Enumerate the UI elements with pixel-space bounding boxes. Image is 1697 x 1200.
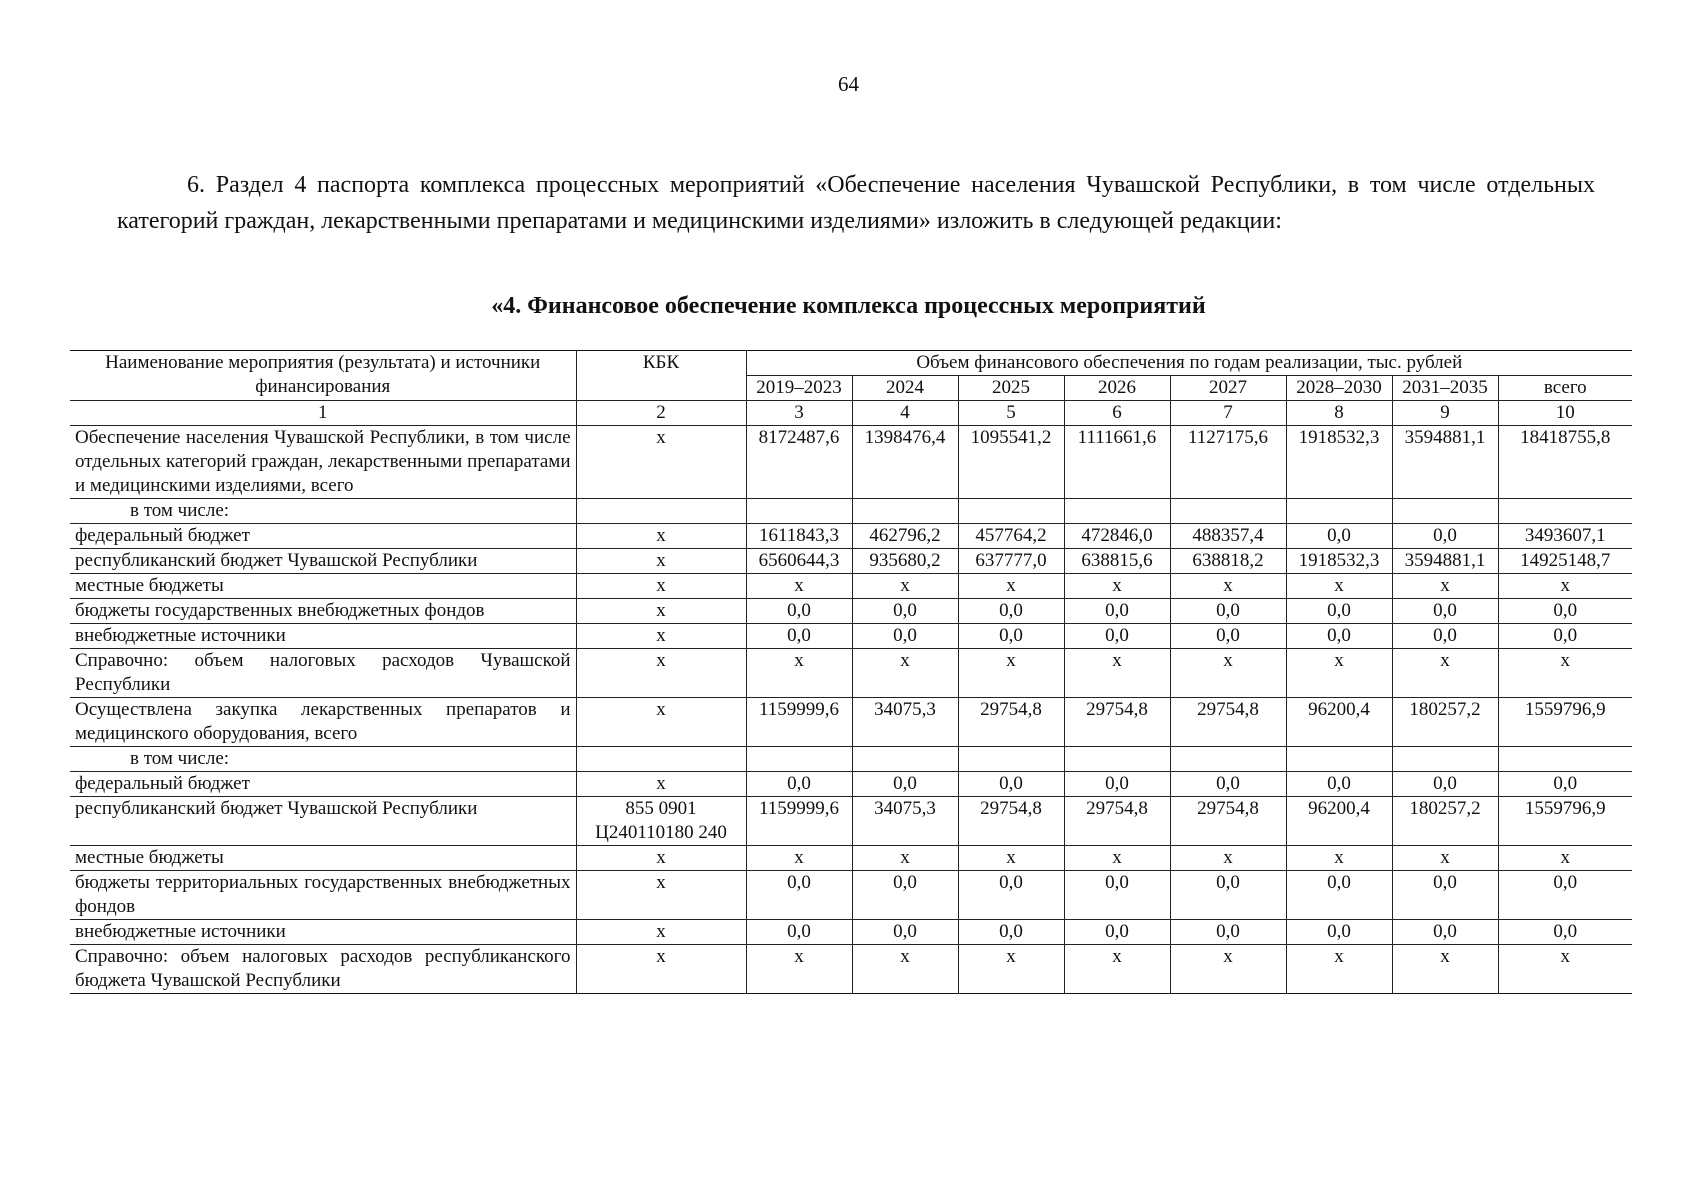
row-value: x <box>958 846 1064 871</box>
row-value <box>958 499 1064 524</box>
row-value <box>1170 747 1286 772</box>
row-value: x <box>746 649 852 698</box>
row-kbk: x <box>576 549 746 574</box>
row-value: x <box>1170 574 1286 599</box>
row-kbk: x <box>576 426 746 499</box>
row-value: 0,0 <box>1064 871 1170 920</box>
row-value <box>1392 499 1498 524</box>
row-value: 34075,3 <box>852 698 958 747</box>
row-value <box>852 747 958 772</box>
intro-paragraph: 6. Раздел 4 паспорта комплекса процессных мероприятий «Обеспечение населения Чувашской Республики, в том числе отдельных категорий граждан, лекарственными препаратами и медицинскими изделиями» изложить в следующей редакции: <box>117 172 1595 234</box>
column-index: 10 <box>1498 401 1632 426</box>
row-value <box>1170 499 1286 524</box>
row-value: 0,0 <box>1498 599 1632 624</box>
row-value: x <box>1392 574 1498 599</box>
row-value: 0,0 <box>1498 871 1632 920</box>
row-value <box>746 499 852 524</box>
row-value: 29754,8 <box>1064 698 1170 747</box>
row-value: 638815,6 <box>1064 549 1170 574</box>
row-value <box>746 747 852 772</box>
table-row <box>70 624 1632 649</box>
row-value: 96200,4 <box>1286 698 1392 747</box>
row-value: 0,0 <box>746 920 852 945</box>
header-year: 2031–2035 <box>1392 376 1498 401</box>
row-value: x <box>1064 649 1170 698</box>
header-kbk: КБК <box>576 351 746 401</box>
row-value: 1918532,3 <box>1286 549 1392 574</box>
row-value: 0,0 <box>1392 524 1498 549</box>
row-value: 0,0 <box>852 599 958 624</box>
row-value: 6560644,3 <box>746 549 852 574</box>
table-row <box>70 499 1632 524</box>
row-value: x <box>1064 846 1170 871</box>
row-value: x <box>1170 649 1286 698</box>
row-name: Справочно: объем налоговых расходов республиканского бюджета Чувашской Республики <box>70 945 576 994</box>
column-index: 1 <box>70 401 576 426</box>
row-value: x <box>1392 846 1498 871</box>
row-value <box>1498 747 1632 772</box>
row-value: x <box>852 649 958 698</box>
row-value: x <box>1498 846 1632 871</box>
row-value: 637777,0 <box>958 549 1064 574</box>
row-value <box>1286 499 1392 524</box>
row-kbk <box>576 747 746 772</box>
row-name: в том числе: <box>70 499 576 524</box>
row-kbk: x <box>576 945 746 994</box>
row-value: 1111661,6 <box>1064 426 1170 499</box>
row-kbk: x <box>576 698 746 747</box>
table-row <box>70 649 1632 698</box>
row-name: Справочно: объем налоговых расходов Чувашской Республики <box>70 649 576 698</box>
row-value: x <box>1498 649 1632 698</box>
row-value: 0,0 <box>958 772 1064 797</box>
header-year: 2027 <box>1170 376 1286 401</box>
row-value: 0,0 <box>1392 772 1498 797</box>
row-value: 638818,2 <box>1170 549 1286 574</box>
column-index: 6 <box>1064 401 1170 426</box>
row-value: 0,0 <box>1286 871 1392 920</box>
row-value: 0,0 <box>1392 920 1498 945</box>
row-value: 1095541,2 <box>958 426 1064 499</box>
row-value: x <box>1064 945 1170 994</box>
row-value: 0,0 <box>1498 624 1632 649</box>
table-row <box>70 574 1632 599</box>
row-value: 0,0 <box>1170 920 1286 945</box>
row-name: федеральный бюджет <box>70 772 576 797</box>
row-value: x <box>852 846 958 871</box>
row-value: 0,0 <box>746 624 852 649</box>
row-value: 0,0 <box>852 624 958 649</box>
row-value: 472846,0 <box>1064 524 1170 549</box>
header-index-row <box>70 401 1632 426</box>
row-kbk: 855 0901 Ц240110180 240 <box>576 797 746 846</box>
row-value <box>1064 499 1170 524</box>
row-value: 0,0 <box>852 871 958 920</box>
row-value: 0,0 <box>958 624 1064 649</box>
row-kbk: x <box>576 599 746 624</box>
header-year: 2024 <box>852 376 958 401</box>
row-value: 0,0 <box>1170 599 1286 624</box>
row-value: 180257,2 <box>1392 797 1498 846</box>
row-value: 0,0 <box>1392 599 1498 624</box>
row-value: 0,0 <box>1498 772 1632 797</box>
table-row <box>70 549 1632 574</box>
row-name: местные бюджеты <box>70 846 576 871</box>
row-kbk <box>576 499 746 524</box>
row-value: x <box>746 945 852 994</box>
row-value: 0,0 <box>1170 624 1286 649</box>
row-value: 0,0 <box>852 772 958 797</box>
row-value: x <box>1286 574 1392 599</box>
row-value: x <box>1170 945 1286 994</box>
row-value: 1918532,3 <box>1286 426 1392 499</box>
row-name: Осуществлена закупка лекарственных препаратов и медицинского оборудования, всего <box>70 698 576 747</box>
row-value: 0,0 <box>746 772 852 797</box>
row-value: 29754,8 <box>958 797 1064 846</box>
row-value: 0,0 <box>958 871 1064 920</box>
row-name: бюджеты государственных внебюджетных фондов <box>70 599 576 624</box>
column-index: 8 <box>1286 401 1392 426</box>
row-name: республиканский бюджет Чувашской Республики <box>70 549 576 574</box>
row-value: 1559796,9 <box>1498 797 1632 846</box>
header-year: 2025 <box>958 376 1064 401</box>
financing-table <box>70 350 1632 994</box>
row-value: 8172487,6 <box>746 426 852 499</box>
header-year: 2028–2030 <box>1286 376 1392 401</box>
table-row <box>70 920 1632 945</box>
table-row <box>70 945 1632 994</box>
column-index: 9 <box>1392 401 1498 426</box>
row-value: x <box>1286 945 1392 994</box>
row-value: 0,0 <box>1286 524 1392 549</box>
row-value: x <box>958 574 1064 599</box>
row-value: 3493607,1 <box>1498 524 1632 549</box>
row-value: 1159999,6 <box>746 797 852 846</box>
row-value: x <box>746 846 852 871</box>
row-value: 1559796,9 <box>1498 698 1632 747</box>
row-value: 0,0 <box>746 871 852 920</box>
row-value <box>1064 747 1170 772</box>
header-year: 2019–2023 <box>746 376 852 401</box>
header-name: Наименование мероприятия (результата) и источники финансирования <box>70 351 576 401</box>
row-kbk: x <box>576 524 746 549</box>
row-kbk: x <box>576 574 746 599</box>
table-row <box>70 426 1632 499</box>
row-value: 0,0 <box>852 920 958 945</box>
row-value: 0,0 <box>746 599 852 624</box>
row-name: внебюджетные источники <box>70 624 576 649</box>
row-value: 462796,2 <box>852 524 958 549</box>
table-row <box>70 772 1632 797</box>
row-value: 1611843,3 <box>746 524 852 549</box>
row-value: 0,0 <box>1392 871 1498 920</box>
row-value: 14925148,7 <box>1498 549 1632 574</box>
column-index: 7 <box>1170 401 1286 426</box>
row-value: x <box>1498 574 1632 599</box>
column-index: 4 <box>852 401 958 426</box>
row-value: 457764,2 <box>958 524 1064 549</box>
row-name: в том числе: <box>70 747 576 772</box>
row-value: x <box>1498 945 1632 994</box>
row-value <box>1498 499 1632 524</box>
row-kbk: x <box>576 649 746 698</box>
row-value: x <box>852 574 958 599</box>
row-value: 29754,8 <box>1170 698 1286 747</box>
row-value: 0,0 <box>1286 920 1392 945</box>
row-value: x <box>1170 846 1286 871</box>
row-value: 0,0 <box>1170 772 1286 797</box>
row-name: Обеспечение населения Чувашской Республики, в том числе отдельных категорий граждан, лекарственными препаратами и медицинскими изделиями, всего <box>70 426 576 499</box>
row-value: 0,0 <box>958 920 1064 945</box>
table-row <box>70 871 1632 920</box>
row-kbk: x <box>576 846 746 871</box>
row-value: 1398476,4 <box>852 426 958 499</box>
row-value: x <box>958 649 1064 698</box>
row-value: x <box>1392 945 1498 994</box>
row-value: 0,0 <box>1064 624 1170 649</box>
row-value: 0,0 <box>1064 599 1170 624</box>
row-value: 1127175,6 <box>1170 426 1286 499</box>
row-value: 29754,8 <box>1064 797 1170 846</box>
row-value: 29754,8 <box>958 698 1064 747</box>
row-value: 1159999,6 <box>746 698 852 747</box>
row-kbk: x <box>576 624 746 649</box>
row-value: x <box>1286 649 1392 698</box>
row-value: 0,0 <box>1064 772 1170 797</box>
column-index: 3 <box>746 401 852 426</box>
row-value: 0,0 <box>1498 920 1632 945</box>
row-value: 0,0 <box>1286 624 1392 649</box>
row-value: 180257,2 <box>1392 698 1498 747</box>
table-row <box>70 797 1632 846</box>
table-row <box>70 524 1632 549</box>
row-value: 0,0 <box>1170 871 1286 920</box>
row-value: x <box>746 574 852 599</box>
header-year: всего <box>1498 376 1632 401</box>
page-number: 64 <box>838 72 859 96</box>
row-value <box>1392 747 1498 772</box>
row-name: местные бюджеты <box>70 574 576 599</box>
column-index: 5 <box>958 401 1064 426</box>
row-value: 0,0 <box>958 599 1064 624</box>
row-name: бюджеты территориальных государственных внебюджетных фондов <box>70 871 576 920</box>
row-value: 29754,8 <box>1170 797 1286 846</box>
row-value: 3594881,1 <box>1392 426 1498 499</box>
row-value: 18418755,8 <box>1498 426 1632 499</box>
row-value: x <box>852 945 958 994</box>
row-value: x <box>1392 649 1498 698</box>
row-value: 0,0 <box>1286 772 1392 797</box>
header-year: 2026 <box>1064 376 1170 401</box>
row-value: x <box>1286 846 1392 871</box>
row-value: 935680,2 <box>852 549 958 574</box>
row-value: 0,0 <box>1064 920 1170 945</box>
table-row <box>70 599 1632 624</box>
table-row <box>70 846 1632 871</box>
header-volume: Объем финансового обеспечения по годам реализации, тыс. рублей <box>746 351 1632 376</box>
row-name: внебюджетные источники <box>70 920 576 945</box>
row-value: 3594881,1 <box>1392 549 1498 574</box>
row-value: x <box>1064 574 1170 599</box>
row-value: 0,0 <box>1392 624 1498 649</box>
row-value <box>1286 747 1392 772</box>
row-value: 488357,4 <box>1170 524 1286 549</box>
row-value <box>958 747 1064 772</box>
table-body <box>70 426 1632 994</box>
row-name: федеральный бюджет <box>70 524 576 549</box>
table-row <box>70 747 1632 772</box>
row-value: 96200,4 <box>1286 797 1392 846</box>
table-row <box>70 698 1632 747</box>
row-kbk: x <box>576 772 746 797</box>
column-index: 2 <box>576 401 746 426</box>
row-kbk: x <box>576 871 746 920</box>
row-value: x <box>958 945 1064 994</box>
row-value <box>852 499 958 524</box>
row-value: 0,0 <box>1286 599 1392 624</box>
row-kbk: x <box>576 920 746 945</box>
section-title: «4. Финансовое обеспечение комплекса процессных мероприятий <box>491 293 1206 319</box>
row-name: республиканский бюджет Чувашской Республики <box>70 797 576 846</box>
row-value: 34075,3 <box>852 797 958 846</box>
